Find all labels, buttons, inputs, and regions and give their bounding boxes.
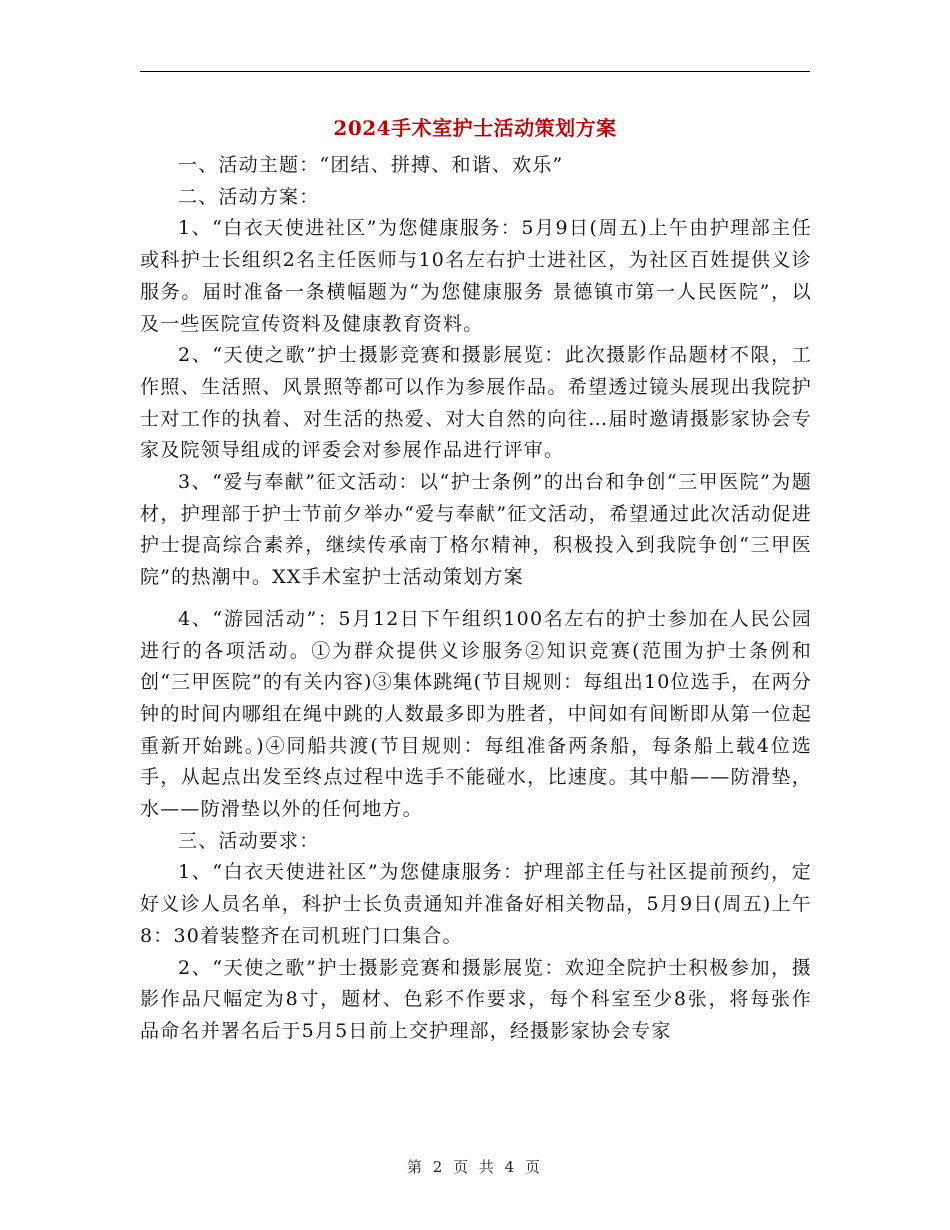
document-title: 2024手术室护士活动策划方案 <box>333 116 617 140</box>
plan-item-2: 2、“天使之歌”护士摄影竞赛和摄影展览：此次摄影作品题材不限，工作照、生活照、风景照等都可以作为参展作品。希望透过镜头展现出我院护士对工作的执着、对生活的热爱、对大自然的向往…届时邀请摄影家协会专家及院领导组成的评委会对参展作品进行评审。 <box>140 344 812 462</box>
plan-item-1: 1、“白衣天使进社区”为您健康服务：5月9日(周五)上午由护理部主任或科护士长组织2名主任医师与10名左右护士进社区，为社区百姓提供义诊服务。届时准备一条横幅题为“为您健康服务 景德镇市第一人民医院”，以及一些医院宣传资料及健康教育资料。 <box>140 217 812 335</box>
header-rule <box>140 71 810 72</box>
section-heading-plan: 二、活动方案： <box>178 185 320 208</box>
section-heading-requirements: 三、活动要求： <box>178 829 320 852</box>
page-number-footer: 第 2 页 共 4 页 <box>407 1158 543 1176</box>
requirement-item-1: 1、“白衣天使进社区”为您健康服务：护理部主任与社区提前预约，定好义诊人员名单，科护士长负责通知并准备好相关物品，5月9日(周五)上午8：30着装整齐在司机班门口集合。 <box>140 861 812 947</box>
plan-item-3: 3、“爱与奉献”征文活动：以“护士条例”的出台和争创“三甲医院”为题材，护理部于护士节前夕举办“爱与奉献”征文活动，希望通过此次活动促进护士提高综合素养，继续传承南丁格尔精神，积极投入到我院争创“三甲医院”的热潮中。XX手术室护士活动策划方案 <box>140 471 812 589</box>
plan-item-4: 4、“游园活动”：5月12日下午组织100名左右的护士参加在人民公园进行的各项活动。①为群众提供义诊服务②知识竞赛(范围为护士条例和创“三甲医院”的有关内容)③集体跳绳(节目规则：每组出10位选手，在两分钟的时间内哪组在绳中跳的人数最多即为胜者，中间如有间断即从第一位起重新开始跳。)④同船共渡(节目规则：每组准备两条船，每条船上载4位选手，从起点出发至终点过程中选手不能碰水，比速度。其中船——防滑垫，水——防滑垫以外的任何地方。 <box>140 607 812 821</box>
section-heading-theme: 一、活动主题：“团结、拼搏、和谐、欢乐” <box>178 154 564 176</box>
requirement-item-2: 2、“天使之歌”护士摄影竞赛和摄影展览：欢迎全院护士积极参加，摄影作品尺幅定为8寸，题材、色彩不作要求，每个科室至少8张，将每张作品命名并署名后于5月5日前上交护理部，经摄影家协会专家 <box>140 956 812 1042</box>
document-body <box>140 150 812 1048</box>
